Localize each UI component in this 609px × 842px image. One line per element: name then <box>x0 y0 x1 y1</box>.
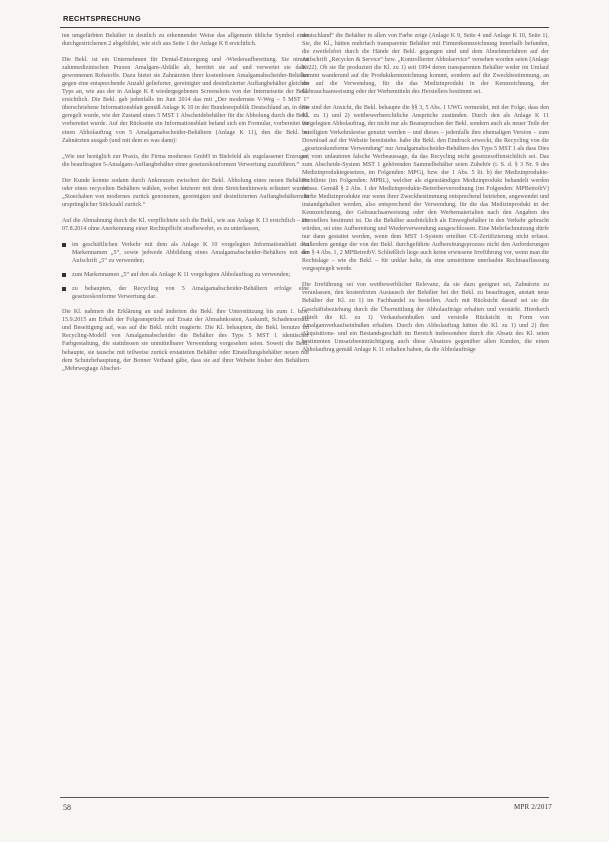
paragraph: Die Kl. nahmen die Erklärung an und änderten die Bekl. ihre Unterstützung bis zum 1. bzw. 15.9.2015 am Erhalt der Folgeansprüche auf Ersatz der Abmahnkosten, Auskunft, Schadensersatz und Beseitigung auf, was auf die Bekl. nicht reagierte. Die Kl. behaupten, die Bekl. benutze im Recycling-Modell von Amalgamabscheider die Behälter des Typs 5 MST 1 identischer Farbgestaltung, die stattdessen sie unmittelbarer Verwendung vorgesehen seien. Soweit die Bekl. behaupte, sie tausche mit teilweise zurück erstatteten Behälter oder Einstellungsbehälter neuen mit dem Schutzbehauptung, der Bonner Verband gäbe, dass sie auf ihrer Website bisher den Behältern „Mehrwegtage Abschei- <box>62 309 309 372</box>
block-quote: „Wie nur bezüglich zur Praxis, die Firma modernes GmbH in Bielefeld als zugelassener Erzeuger, die beauftragten 5-Amalgam-Auffangbehälter einer gesetzeskonformen Verwertung zuzuführen.“ <box>62 153 309 168</box>
right-column <box>302 32 549 362</box>
list-item-text: im geschäftlichen Verkehr mit dem als Anlage K 10 vorgelegten Informationsblatt den Markennamen „5“, sowie jedwede Abbildung eines Amalgamabscheider-Behälters mit der Aufschrift „5“ zu verwenden; <box>72 241 309 265</box>
list-item-text: zu behaupten, der Recycling von 5 Amalgamabscheider-Behältern erfolge eine gesetzeskonforme Verwertung dar. <box>72 286 309 301</box>
left-column <box>62 32 309 381</box>
list-item-text: zum Markennamen „5“ auf den als Anlage K 11 vorgelegten Abholauftrag zu verwenden; <box>72 272 291 279</box>
bullet-icon <box>62 273 66 277</box>
section-header: RECHTSPRECHUNG <box>63 14 141 23</box>
paragraph: ten umgefärbten Behälter in deutlich zu erkennender Weise das allgemein übliche Symbol einer durchgestrichenen 2 abgebildet, wie sich aus Seite 1 der Anlage K 8 ersichtlich. <box>62 33 309 48</box>
paragraph: Die Bekl. ist ein Unternehmen für Dental-Entsorgung und -Wiederaufbereitung. Sie nimmt zahnmedizinischen Praxen Amalgam-Abfälle ab, bereitet sie auf und verwertet sie daher gewonnenen Rohstoffe. Dazu bietet sie Zahnärzten ihrer kostenlosen Amalgamabscheider-Behälter gegen eine entsprechende Anzahl gelieferter, gereinigter und desinfizierter Auffangbehälter gleichen Typs an, wie aus der in Anlage K 8 wiedergegebenen Screenshots von der Internetseite der Bekl. ersichtlich. Die Bekl. gab jedenfalls im Juni 2014 das mit „Der modernste V-Weg – 5 MST 1“ überschriebene Informationsblatt gemäß Anlage K 10 in der Bundesrepublik Deutschland an, in dem geregelt wurde, wie der Zustand eines 5 MST 1 Abscheidebehälter für die Abholung durch die Bekl. vorbereitet wurde. Auf der Rückseite ein Informationsblatt befand sich ein Formular, vorbereitet für einen Abholauftrag von 5 Amalgamabscheider-Behältern (Anlage K 11), den die Bekl. zu Zahnärzten ausgab (und mit dem es was dann): <box>62 57 309 144</box>
header-divider <box>60 27 549 28</box>
journal-reference: MPR 2/2017 <box>514 803 552 811</box>
paragraph: Sie sind der Ansicht, die Bekl. behaupte die §§ 3, 5 Abs. 1 UWG vermeidet, mit der Folge, dass den Kl. zu 1) und 2) wettbewerbsrechtliche Ansprüche zustünden. Durch den als Anlage K 11 vorgelegten Abholauftrag, der nicht nur als Beanspruchen der Bekl. sondern auch als neuer Teile der beteiligten Verkehrskreise genutzt werden – und dieses – jedenfalls ihre ehemaligen Version – zum Download auf der Website bereitstehe. habe die Bekl. den Eindruck erweckt, die Recycling von die „gesetzeskonforme Verwendung“ nur Amalgamabscheider-Behälters des Typs 5 MST 1 als dass Dies sei vom unlauteren falsche Werbeaussage, da das Recycling nicht gesetzesoffensichtlich sei. Das zum Abscheide-System MST 1 gehörenden Sammelbehälter seien Zubehör (i. S. d. § 3 Nr. 9 des Medizinproduktegesetzes, im Folgenden: MPG), bzw. der 1 Abs. 5 lit. b) der Medizinprodukte-Richtlinie (im Folgenden: MPRL), welcher als eigenständiges Medizinprodukt behandelt werden müsse. Gemäß § 2 Abs. 1 der Medizinprodukte-Betreiberverordnung (im Folgenden: MPBetreibV) dürfte Medizinprodukte nur wenn ihrer Zweckbestimmung entsprechend betrieben, angewendet und instandgehalten werden, also entsprechend der Verwendung, für die das Medizinprodukt in der Kennzeichnung, der Gebrauchsanweisung oder den Werbematerialien nach den Angaben des Herstellers bestimmt ist. Da die Behälter ausdrücklich als Einwegbehälter in den Verkehr gebracht würden, sei eine Aufbereitung und Wiederverwendung ausgeschlossen. Eine Mehrfachnutzung dürfe nur dann gestattet werden, wenn dem MST 1-System erteilten CE-Zertifizierung nicht erfasst. Außerdem genüge der von der Bekl. durchgeführte Aufbereitungsprozess nicht den Anforderungen des § 4 Abs. 1, 2 MPBetreibV. Schließlich liege auch keine erwiesene Irreführung vor, wenn man die Rechtslage – wie die Bekl. – für unklar halte, da eine umstrittene unerlaubte Rechtsauffassung vorgespiegelt werde. <box>302 105 549 273</box>
bullet-icon <box>62 287 66 291</box>
paragraph: Auf die Abmahnung durch die Kl. verpflichtete sich die Bekl., wie aus Anlage K 13 ersichtlich – am 07.8.2014 ohne Anerkennung einer Rechtspflicht strafbewehrt, es zu unterlassen, <box>62 217 309 232</box>
bullet-list <box>62 241 309 301</box>
paragraph: deutschland“ die Behälter in allen von Farbe zeige (Anlage K 9, Seite 4 und Anlage K 10, Seite 1). Sie, die Kl., hätten mehrfach transparente Behälter mit Firmenkennzeichnung innerhalb befunden, die zweifelsfrei durch die Hände der Bekl. gegangen sind und dem Abnehmerfahren auf der Aufschrift „Recyclen & Service“ bzw. „Kontrollierter Abholservice“ versehen worden seien (Anlage K 22). Ob sie Ihr produziert die Kl. zu 1) seit 1994 deren transparenten Behälter weder im Umlauf kommt wanderund auf die Produktkennzeichnung kommt, sondern auf die Zweckbestimmung, an die auf die Verwendung, für die das Medizinprodukt in der Kennzeichnung, der Gebrauchsanweisung oder der Werbemitteln des Herstellers bestimmt sei. <box>302 33 549 96</box>
paragraph: Der Kunde konnte sodann durch Ankreuzen zwischen der Bekl. Abholung eines neuen Behälters oder eines recycelten Behälters wählen, wobei letzterer mit dem Streichenhinweis erläutert wurde: „Stoechaben von modernes zurück genommen, gereinigten und desinfizierten Auffangbehältern in ursprünglicher Stückzahl zurück.“ <box>62 177 309 208</box>
list-item <box>62 285 309 301</box>
footer-divider <box>60 797 549 798</box>
page-number: 58 <box>63 803 71 812</box>
bullet-icon <box>62 243 66 247</box>
list-item <box>62 241 309 265</box>
paragraph: Die Irreführung sei von wettbewerblicher Relevanz, da sie dazu geeignet sei, Zahnärzte zu veranlassen, den kostenfreien Austausch der Behälter bei der Bekl. zu beauftragen, anstatt neue Behälter der Kl. zu 1) im Fachhandel zu bestellen. Auch mit Rücksicht darauf sei sie die Geschäftsbeziehung durch die Übermittlung der Abholaufträge erhalten und verstärkt. Hierdurch erhielt die Kl. zu 1) Verkaufseinbußen und verstoße Rücksicht in Form von Amalgamverkaufseinbußen erhalten. Durch den Abholauftrag hätten die Kl. zu 1) und 2) ihre Akquisitions- und ein Bestandsgeschäft im Bereich insbesondere durch die Absatz des Kl. seien bestimmten Umsatzbeeinträchtigung auch diese Absatzes gegenüber allen Kunden, die einen Abholauftrag gemäß Anlage K 11 erhalten haben, da die Abholaufträge <box>302 282 549 353</box>
list-item <box>62 271 309 279</box>
